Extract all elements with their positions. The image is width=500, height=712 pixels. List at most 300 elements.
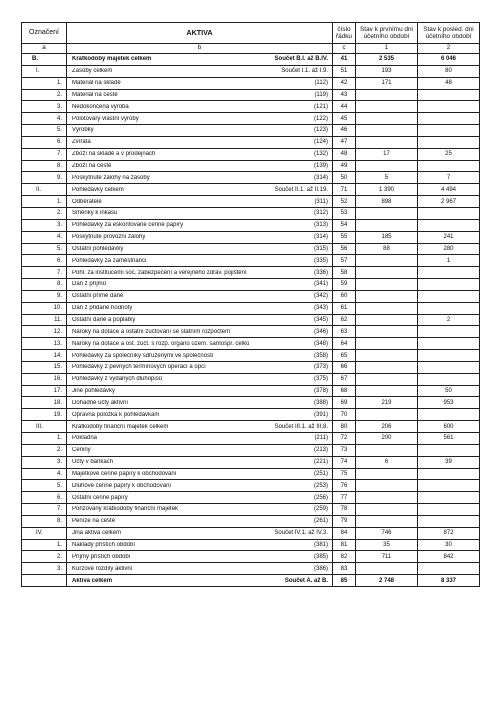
row-oznaceni: 2.	[22, 207, 67, 219]
row-value-last	[418, 219, 480, 231]
row-description	[67, 361, 333, 373]
row-description	[67, 551, 333, 563]
row-value-last	[418, 136, 480, 148]
row-label: Jiné pohledávky	[72, 388, 116, 395]
row-oznaceni: 2.	[22, 444, 67, 456]
table-row	[22, 65, 480, 77]
row-label: Materiál na cestě	[72, 91, 118, 98]
row-value-first	[356, 219, 418, 231]
row-value-last: 600	[418, 421, 480, 433]
row-cislo-radku: 74	[333, 456, 356, 468]
row-value-last: 4 494	[418, 184, 480, 196]
table-row	[22, 54, 480, 66]
row-value-first	[356, 444, 418, 456]
table-row	[22, 326, 480, 338]
row-oznaceni: 8.	[22, 279, 67, 291]
table-row	[22, 385, 480, 397]
row-description	[67, 184, 333, 196]
header-stav-posled: Stav k posled. dni účetního období	[418, 23, 480, 44]
row-cislo-radku: 80	[333, 421, 356, 433]
row-oznaceni	[22, 575, 67, 587]
row-description	[67, 290, 333, 302]
table-row	[22, 504, 480, 516]
row-value-last: 6 046	[418, 54, 480, 66]
row-label: Materiál na skladě	[72, 80, 121, 87]
row-value-last	[418, 515, 480, 527]
row-reference: (385)	[313, 553, 328, 560]
row-value-last	[418, 125, 480, 137]
table-row	[22, 397, 480, 409]
row-oznaceni: I.	[22, 65, 67, 77]
row-cislo-radku: 46	[333, 125, 356, 137]
row-cislo-radku: 59	[333, 279, 356, 291]
row-cislo-radku: 41	[333, 54, 356, 66]
row-cislo-radku: 81	[333, 539, 356, 551]
row-value-last	[418, 326, 480, 338]
row-label: Zboží na cestě	[72, 163, 112, 170]
row-description	[67, 243, 333, 255]
row-value-last: 8 337	[418, 575, 480, 587]
row-reference: (391)	[313, 411, 328, 418]
row-label: Odběratelé	[72, 198, 102, 205]
row-label: Náklady příštích období	[72, 542, 136, 549]
row-value-first	[356, 468, 418, 480]
row-oznaceni: IV.	[22, 527, 67, 539]
row-value-first: 1 390	[356, 184, 418, 196]
header-aktiva: AKTIVA	[67, 23, 333, 44]
row-label: Pohledávky z pevných termínových operací a opcí	[72, 364, 206, 371]
row-label: Pohledávky za eskontované cenné papíry	[72, 222, 184, 229]
row-label: Krátkodobý finanční majetek celkem	[72, 423, 169, 430]
header-sub-b: b	[67, 44, 333, 54]
row-description	[67, 527, 333, 539]
table-row	[22, 314, 480, 326]
row-value-first	[356, 515, 418, 527]
row-oznaceni: 9.	[22, 172, 67, 184]
row-label: Zvířata	[72, 139, 91, 146]
row-oznaceni: 7.	[22, 267, 67, 279]
table-row	[22, 172, 480, 184]
row-reference: (123)	[313, 127, 328, 134]
row-cislo-radku: 70	[333, 409, 356, 421]
table-row	[22, 279, 480, 291]
row-oznaceni: 3.	[22, 219, 67, 231]
row-value-last: 2 967	[418, 196, 480, 208]
row-cislo-radku: 84	[333, 527, 356, 539]
row-label: Nedokončená výroba	[72, 103, 129, 110]
row-oznaceni: III.	[22, 421, 67, 433]
row-value-first: 200	[356, 433, 418, 445]
row-cislo-radku: 52	[333, 196, 356, 208]
row-description	[67, 314, 333, 326]
row-value-last	[418, 279, 480, 291]
row-cislo-radku: 48	[333, 148, 356, 160]
row-value-last: 80	[418, 65, 480, 77]
row-value-first	[356, 267, 418, 279]
row-value-last: 872	[418, 527, 480, 539]
row-value-first	[356, 504, 418, 516]
row-cislo-radku: 76	[333, 480, 356, 492]
table-row	[22, 350, 480, 362]
row-value-last	[418, 160, 480, 172]
row-reference: (336)	[313, 269, 328, 276]
row-value-last: 39	[418, 456, 480, 468]
row-cislo-radku: 55	[333, 231, 356, 243]
row-label: Pohledávky za společníky sdruženými ve společnosti	[72, 352, 214, 359]
row-value-last: 2	[418, 314, 480, 326]
row-label: Zboží na skladě a v prodejnách	[72, 151, 156, 158]
row-label: Příjmy příštích období	[72, 553, 131, 560]
row-reference: (261)	[313, 518, 328, 525]
row-label: Majetkové cenné papíry k obchodování	[72, 470, 177, 477]
row-label: Jiná aktiva celkem	[72, 530, 122, 537]
row-value-last	[418, 480, 480, 492]
row-value-last: 50	[418, 385, 480, 397]
row-oznaceni: 5.	[22, 243, 67, 255]
row-value-first: 6	[356, 456, 418, 468]
row-label: Daň z přidané hodnoty	[72, 305, 133, 312]
row-reference: (373)	[313, 364, 328, 371]
row-oznaceni: 8.	[22, 160, 67, 172]
row-oznaceni: 6.	[22, 255, 67, 267]
row-reference: (375)	[313, 376, 328, 383]
row-cislo-radku: 43	[333, 89, 356, 101]
row-reference: Součet III.1. až III.8.	[274, 423, 328, 430]
row-cislo-radku: 64	[333, 338, 356, 350]
row-oznaceni: 4.	[22, 231, 67, 243]
row-cislo-radku: 44	[333, 101, 356, 113]
row-value-first: 35	[356, 539, 418, 551]
table-row	[22, 255, 480, 267]
row-oznaceni: 13.	[22, 338, 67, 350]
row-label: Ostatní přímé daně	[72, 293, 124, 300]
row-oznaceni: II.	[22, 184, 67, 196]
row-description	[67, 563, 333, 575]
row-value-first: 2 748	[356, 575, 418, 587]
table-row	[22, 338, 480, 350]
header-sub-2: 2	[418, 44, 480, 54]
row-description	[67, 326, 333, 338]
row-description	[67, 101, 333, 113]
row-description	[67, 539, 333, 551]
row-value-last	[418, 373, 480, 385]
row-cislo-radku: 56	[333, 243, 356, 255]
row-description	[67, 207, 333, 219]
row-label: Nároky na dotace a ost. zúčt. s rozp. orgánů územ. samospr. celků	[72, 340, 250, 347]
row-value-last: 241	[418, 231, 480, 243]
table-row	[22, 515, 480, 527]
row-value-first: 88	[356, 243, 418, 255]
row-oznaceni: 1.	[22, 433, 67, 445]
row-cislo-radku: 53	[333, 207, 356, 219]
table-row	[22, 231, 480, 243]
row-reference: (343)	[313, 305, 328, 312]
row-oznaceni: 14.	[22, 350, 67, 362]
row-value-last: 7	[418, 172, 480, 184]
row-description	[67, 385, 333, 397]
table-row	[22, 219, 480, 231]
table-row	[22, 409, 480, 421]
row-cislo-radku: 42	[333, 77, 356, 89]
row-oznaceni: 3.	[22, 101, 67, 113]
table-row	[22, 444, 480, 456]
row-label: Ostatní cenné papíry	[72, 494, 128, 501]
table-row	[22, 184, 480, 196]
table-row	[22, 243, 480, 255]
table-row	[22, 361, 480, 373]
row-description	[67, 456, 333, 468]
row-reference: (341)	[313, 281, 328, 288]
row-description	[67, 54, 333, 66]
row-value-first	[356, 350, 418, 362]
row-label: Daň z příjmů	[72, 281, 107, 288]
row-value-last	[418, 563, 480, 575]
table-row	[22, 302, 480, 314]
row-description	[67, 480, 333, 492]
row-reference: Součet II.1. až II.19.	[274, 186, 328, 193]
table-row	[22, 575, 480, 587]
row-oznaceni: 6.	[22, 492, 67, 504]
row-label: Účty v bankách	[72, 459, 114, 466]
row-description	[67, 504, 333, 516]
row-description	[67, 172, 333, 184]
table-row	[22, 563, 480, 575]
row-value-first	[356, 492, 418, 504]
row-reference: (314)	[313, 234, 328, 241]
row-oznaceni: 18.	[22, 397, 67, 409]
row-description	[67, 219, 333, 231]
table-row	[22, 125, 480, 137]
header-sub-1: 1	[356, 44, 418, 54]
row-label: Zásoby celkem	[72, 68, 113, 75]
row-description	[67, 255, 333, 267]
row-label: Peníze na cestě	[72, 518, 116, 525]
row-cislo-radku: 67	[333, 373, 356, 385]
row-description	[67, 267, 333, 279]
row-value-first: 185	[356, 231, 418, 243]
row-reference: (259)	[313, 506, 328, 513]
row-cislo-radku: 72	[333, 433, 356, 445]
row-cislo-radku: 79	[333, 515, 356, 527]
row-oznaceni: 15.	[22, 361, 67, 373]
row-description	[67, 65, 333, 77]
balance-sheet-table	[21, 22, 480, 587]
row-description	[67, 113, 333, 125]
row-reference: (122)	[313, 115, 328, 122]
row-oznaceni: 6.	[22, 136, 67, 148]
row-cislo-radku: 65	[333, 350, 356, 362]
row-oznaceni: 3.	[22, 456, 67, 468]
table-row	[22, 480, 480, 492]
header-oznaceni: Označení	[22, 23, 67, 44]
row-oznaceni: 4.	[22, 468, 67, 480]
row-description	[67, 397, 333, 409]
row-reference: (211)	[314, 435, 328, 442]
row-oznaceni: 8.	[22, 515, 67, 527]
row-description	[67, 575, 333, 587]
row-value-first: 711	[356, 551, 418, 563]
row-value-first: 2 535	[356, 54, 418, 66]
row-reference: (342)	[313, 293, 328, 300]
row-label: Nároky na dotace a ostatní zúčtování se státním rozpočtem	[72, 328, 231, 335]
row-value-first	[356, 279, 418, 291]
row-oznaceni: 1.	[22, 539, 67, 551]
row-value-first: 746	[356, 527, 418, 539]
row-oznaceni: 5.	[22, 480, 67, 492]
row-value-last	[418, 290, 480, 302]
row-value-last	[418, 89, 480, 101]
row-description	[67, 409, 333, 421]
row-description	[67, 373, 333, 385]
row-description	[67, 89, 333, 101]
row-value-first: 219	[356, 397, 418, 409]
row-oznaceni: 1.	[22, 196, 67, 208]
row-reference: (132)	[313, 151, 328, 158]
row-value-first: 171	[356, 77, 418, 89]
row-value-first	[356, 409, 418, 421]
row-description	[67, 279, 333, 291]
row-cislo-radku: 77	[333, 492, 356, 504]
row-oznaceni: 9.	[22, 290, 67, 302]
row-description	[67, 136, 333, 148]
row-value-first	[356, 302, 418, 314]
row-label: Ostatní pohledávky	[72, 245, 124, 252]
table-row	[22, 148, 480, 160]
table-row	[22, 89, 480, 101]
row-oznaceni: 1.	[22, 77, 67, 89]
row-cislo-radku: 71	[333, 184, 356, 196]
row-cislo-radku: 66	[333, 361, 356, 373]
row-oznaceni: 12.	[22, 326, 67, 338]
row-label: Ceniny	[72, 447, 91, 454]
row-reference: (388)	[313, 399, 328, 406]
row-description	[67, 515, 333, 527]
table-row	[22, 492, 480, 504]
row-value-first	[356, 373, 418, 385]
row-label: Polotovary vlastní výroby	[72, 115, 139, 122]
row-reference: (315)	[313, 245, 328, 252]
row-value-first	[356, 136, 418, 148]
row-reference: (335)	[313, 257, 328, 264]
row-reference: (314)	[313, 174, 328, 181]
row-description	[67, 302, 333, 314]
row-reference: (346)	[313, 328, 328, 335]
row-description	[67, 492, 333, 504]
table-row	[22, 539, 480, 551]
row-cislo-radku: 75	[333, 468, 356, 480]
row-label: Kurzové rozdíly aktivní	[72, 565, 133, 572]
row-cislo-radku: 54	[333, 219, 356, 231]
row-cislo-radku: 62	[333, 314, 356, 326]
row-value-first	[356, 290, 418, 302]
row-description	[67, 468, 333, 480]
row-cislo-radku: 61	[333, 302, 356, 314]
row-oznaceni: 16.	[22, 373, 67, 385]
row-label: Pohledávky za zaměstnanci	[72, 257, 147, 264]
row-cislo-radku: 68	[333, 385, 356, 397]
table-row	[22, 527, 480, 539]
row-value-last: 25	[418, 148, 480, 160]
row-reference: Součet B.I. až B.IV.	[274, 56, 328, 63]
table-row	[22, 207, 480, 219]
row-oznaceni: 4.	[22, 113, 67, 125]
header-cislo-radku: číslo řádku	[333, 23, 356, 44]
row-oznaceni: 5.	[22, 125, 67, 137]
table-row	[22, 196, 480, 208]
row-reference: (358)	[313, 352, 328, 359]
row-label: Ostatní daně a poplatky	[72, 316, 136, 323]
row-reference: (345)	[313, 316, 328, 323]
row-value-first	[356, 113, 418, 125]
row-label: Směnky k inkasu	[72, 210, 118, 217]
row-label: Pohledávky celkem	[72, 186, 124, 193]
row-reference: (139)	[313, 163, 328, 170]
row-cislo-radku: 83	[333, 563, 356, 575]
row-reference: (213)	[313, 447, 328, 454]
row-value-last	[418, 468, 480, 480]
row-cislo-radku: 51	[333, 65, 356, 77]
row-value-last	[418, 113, 480, 125]
row-value-first: 206	[356, 421, 418, 433]
row-label: Opravná položka k pohledávkám	[72, 411, 160, 418]
row-cislo-radku: 57	[333, 255, 356, 267]
header-stav-prvni: Stav k prvnímu dni účetního období	[356, 23, 418, 44]
row-value-last: 280	[418, 243, 480, 255]
table-row	[22, 551, 480, 563]
row-reference: (348)	[313, 340, 328, 347]
row-value-last	[418, 101, 480, 113]
row-reference: (124)	[313, 139, 328, 146]
table-row	[22, 433, 480, 445]
row-description	[67, 421, 333, 433]
row-label: Krátkodobý majetek celkem	[72, 56, 152, 63]
row-value-first: 898	[356, 196, 418, 208]
table-row	[22, 101, 480, 113]
row-cislo-radku: 69	[333, 397, 356, 409]
table-row	[22, 468, 480, 480]
row-oznaceni: 2.	[22, 89, 67, 101]
row-value-last	[418, 207, 480, 219]
row-label: Dluhové cenné papíry k obchodování	[72, 482, 172, 489]
table-row	[22, 77, 480, 89]
row-value-last: 1	[418, 255, 480, 267]
row-value-first	[356, 255, 418, 267]
table-row	[22, 160, 480, 172]
row-oznaceni: 17.	[22, 385, 67, 397]
row-oznaceni: 11.	[22, 314, 67, 326]
row-reference: (251)	[313, 470, 328, 477]
row-cislo-radku: 58	[333, 267, 356, 279]
table-row	[22, 113, 480, 125]
row-reference: (119)	[314, 91, 328, 98]
row-reference: (112)	[314, 80, 328, 87]
row-reference: (378)	[313, 388, 328, 395]
row-description	[67, 125, 333, 137]
row-reference: (256)	[313, 494, 328, 501]
row-label: Poskytnuté zálohy na zásoby	[72, 174, 150, 181]
row-reference: Součet A. až B.	[284, 577, 328, 584]
table-header	[22, 23, 480, 54]
row-label: Pokladna	[72, 435, 98, 442]
row-value-first	[356, 101, 418, 113]
row-value-first	[356, 563, 418, 575]
row-cislo-radku: 50	[333, 172, 356, 184]
table-row	[22, 373, 480, 385]
row-reference: Součet IV.1. až IV.3.	[274, 530, 328, 537]
row-value-first	[356, 326, 418, 338]
row-value-last	[418, 338, 480, 350]
row-description	[67, 350, 333, 362]
